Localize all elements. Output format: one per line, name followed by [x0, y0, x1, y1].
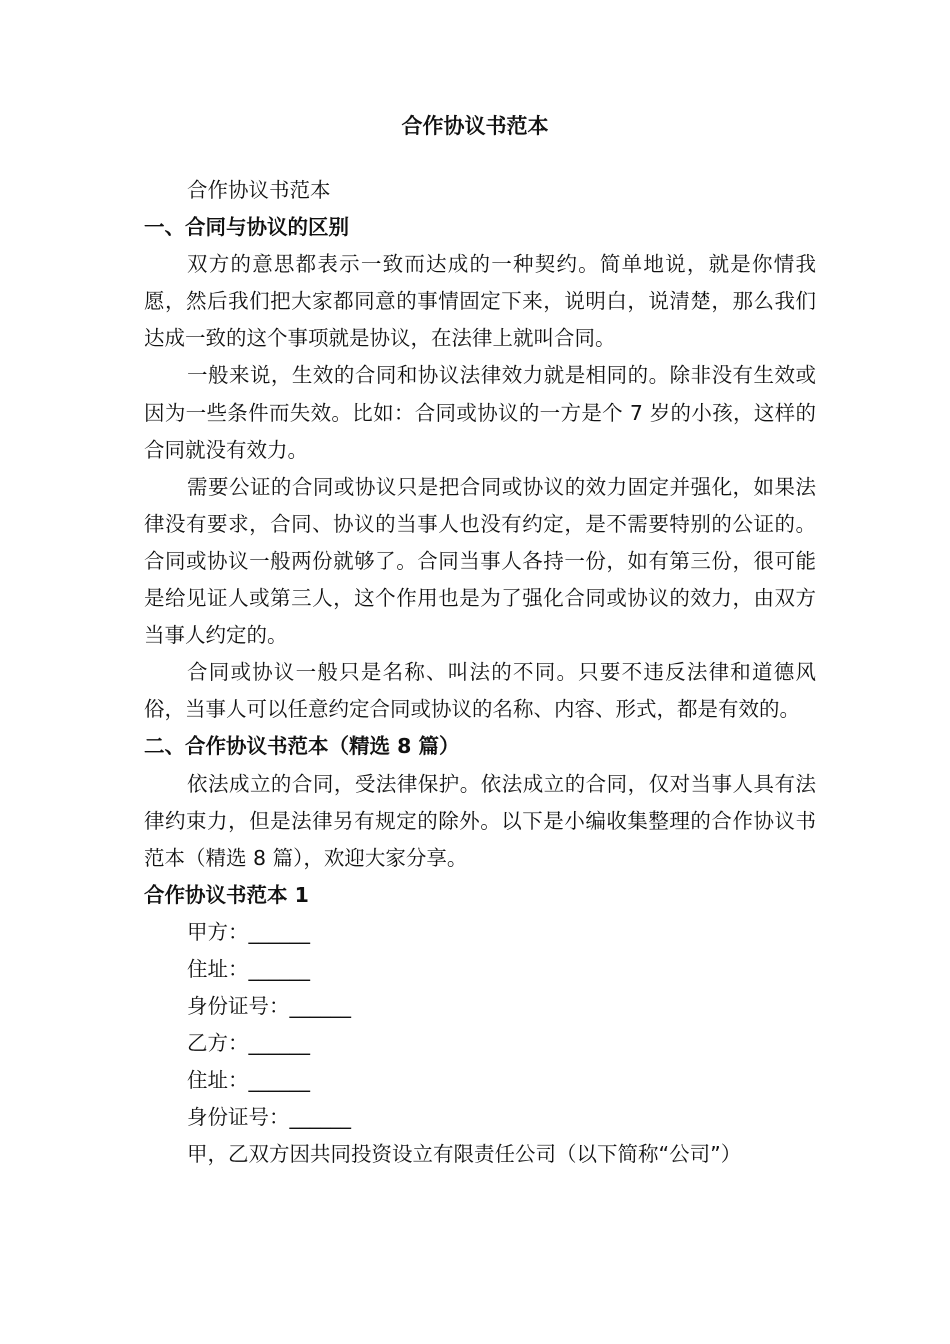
paragraph: 双方的意思都表示一致而达成的一种契约。简单地说，就是你情我愿，然后我们把大家都同意的事情固定下来，说明白，说清楚，那么我们达成一致的这个事项就是协议，在法律上就叫合同。	[144, 252, 816, 351]
paragraph: 需要公证的合同或协议只是把合同或协议的效力固定并强化，如果法律没有要求，合同、协议的当事人也没有约定，是不需要特别的公证的。合同或协议一般两份就够了。合同当事人各持一份，如有第三份，很可能是给见证人或第三人，这个作用也是为了强化合同或协议的效力，由双方当事人约定的。	[144, 474, 816, 648]
paragraph: 合同或协议一般只是名称、叫法的不同。只要不违反法律和道德风俗，当事人可以任意约定合同或协议的名称、内容、形式，都是有效的。	[144, 660, 816, 722]
sample-heading-1: 合作协议书范本 1	[144, 882, 309, 907]
party-b-field: 乙方：______	[187, 1031, 310, 1056]
section-heading-2: 二、合作协议书范本（精选 8 篇）	[144, 734, 460, 759]
closing-line: 甲，乙双方因共同投资设立有限责任公司（以下简称“公司”）	[187, 1142, 742, 1167]
address-field: 住址：______	[187, 956, 310, 981]
document-title: 合作协议书范本	[401, 114, 549, 138]
id-number-field: 身份证号：______	[187, 1105, 351, 1130]
address-field: 住址：______	[187, 1068, 310, 1093]
document-subtitle: 合作协议书范本	[187, 178, 331, 202]
document-body	[144, 172, 816, 1174]
paragraph: 依法成立的合同，受法律保护。依法成立的合同，仅对当事人具有法律约束力，但是法律另有规定的除外。以下是小编收集整理的合作协议书范本（精选 8 篇），欢迎大家分享。	[144, 771, 816, 870]
section-heading-1: 一、合同与协议的区别	[144, 215, 349, 240]
paragraph: 一般来说，生效的合同和协议法律效力就是相同的。除非没有生效或因为一些条件而失效。比如：合同或协议的一方是个 7 岁的小孩，这样的合同就没有效力。	[144, 363, 816, 462]
party-a-field: 甲方：______	[187, 919, 310, 944]
id-number-field: 身份证号：______	[187, 994, 351, 1019]
